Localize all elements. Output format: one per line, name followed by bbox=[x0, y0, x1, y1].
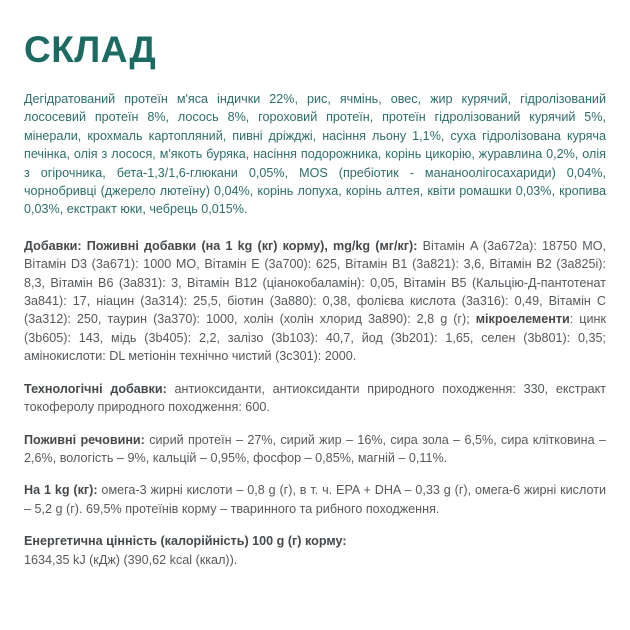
section-per-kg bbox=[24, 481, 606, 518]
section-additives-sublabel: мікроелементи bbox=[475, 312, 570, 327]
section-per-kg-body: омега-3 жирні кислоти – 0,8 g (г), в т. ч. EPA + DHA – 0,33 g (г), омега-6 жирні кислоти – 5,2 g (г). 69,5% протеїнів корму – тваринного та рибного походження. bbox=[24, 483, 606, 516]
section-additives-label: Добавки: Поживні добавки (на 1 kg (кг) корму), mg/kg (мг/кг): bbox=[24, 238, 418, 253]
ingredients-paragraph: Дегідратований протеїн м'яса індички 22%, рис, ячмінь, овес, жир курячий, гідролізований лососевий протеїн 8%, лосось 8%, гороховий протеїн, протеїн гідролізований курячий 5%, мінерали, крохмаль картопляний, пивні дріжджі, насіння льону 1,1%, суха гідролізована куряча печінка, олія з лосося, м'якоть буряка, насіння подорожника, корінь цикорію, журавлина 0,2%, олія з огірочника, бета-1,3/1,6-глюкани 0,05%, MOS (пребіотик - мананоолігосахариди) 0,04%, чорнобривці (джерело лютеїну) 0,04%, корінь лопуха, корінь алтея, квіти ромашки 0,03%, кропива 0,03%, екстракт юки, чебрець 0,015%. bbox=[24, 92, 606, 217]
section-additives-body-part1: Вітамін A (3a672a): 18750 MO, Вітамін D3 (3a671): 1000 MO, Вітамін E (3a700): 625, Вітамін B1 (3a821): 3,6, Вітамін B2 (3a825i): 8,3, Вітамін B6 (3a831): 3, Вітамін B12 (ціанокобаламін): 0,05, Вітамін B5 (Кальцію-Д-пантотенат 3a841): 17, ніацин (3a314): 25,5, біотин (3a880): 0,38, фолієва кислота (3a316): 0,49, Вітамін C (3a312): 250, таурин (3a370): 1000, холін (холін хлорид 3a890): 2,8 g (г); bbox=[24, 238, 606, 327]
section-technological-additives-body: антиоксиданти, антиоксиданти природного походження: 330, екстракт токоферолу природного походження: 600. bbox=[24, 381, 606, 415]
section-per-kg-label: На 1 kg (кг): bbox=[24, 483, 98, 498]
energy-value-label: Енергетична цінність (калорійність) 100 g (г) корму: bbox=[24, 534, 347, 549]
section-nutrients bbox=[24, 431, 606, 468]
section-technological-additives-label: Технологічні добавки: bbox=[24, 381, 167, 396]
energy-value-amount: 1634,35 kJ (кДж) (390,62 kcal (ккал)). bbox=[24, 552, 238, 567]
section-additives-body-part2: : цинк (3b605): 143, мідь (3b405): 2,2, залізо (3b103): 40,7, йод (3b201): 1,65, селен (3b801): 0,35; амінокислоти: DL метіонін технічно чистий (3c301): 2000. bbox=[24, 312, 606, 364]
section-nutrients-body: сирий протеїн – 27%, сирий жир – 16%, сира зола – 6,5%, сира клітковина – 2,6%, вологість – 9%, кальцій – 0,95%, фосфор – 0,85%, магній – 0,11%. bbox=[24, 432, 606, 465]
section-additives bbox=[24, 237, 606, 366]
section-energy-value bbox=[24, 532, 606, 569]
section-nutrients-label: Поживні речовини: bbox=[24, 432, 145, 447]
section-technological-additives bbox=[24, 380, 606, 417]
page-title: СКЛАД bbox=[24, 29, 157, 70]
